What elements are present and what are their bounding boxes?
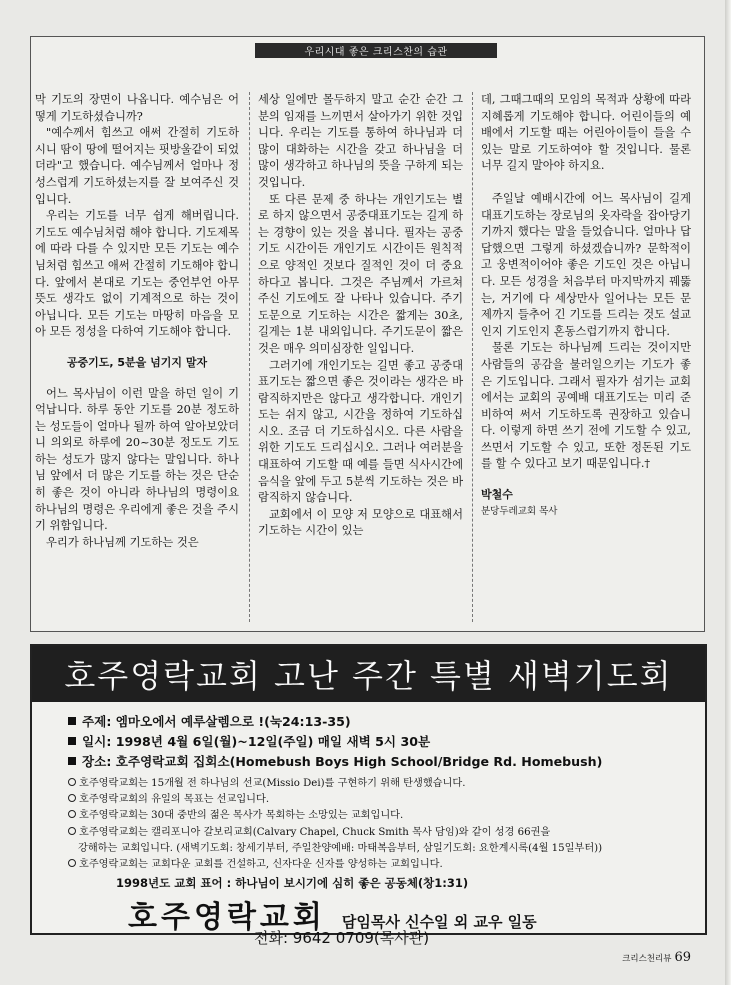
paragraph: 물론 기도는 하나님께 드리는 것이지만 사람들의 공감을 불러일으키는 기도가 좋은 기도입니다. 그래서 필자가 섬기는 교회에서는 교회의 공예배 대표기도는 미리 준비하여 써서 기도하도록 권장하고 있습니다. 이렇게 하면 쓰기 전에 기도할 수 있고, 쓰면서 기도할 수 있고, 또한 정돈된 기도를 할 수 있다고 보기 때문입니다.† <box>481 341 691 471</box>
ad-title: 호주영락교회 고난 주간 특별 새벽기도회 <box>32 646 705 702</box>
circle-bullet-icon <box>68 794 76 802</box>
paragraph: 주일날 예배시간에 어느 목사님이 길게 대표기도하는 장로님의 옷자락을 잡아당기기까지 했다는 말을 들었습니다. 얼마나 답답했으면 그렇게 하셨겠습니까? 문학적이고 웅변적이어야 좋은 기도인 것은 아닙니다. 모든 성경을 처음부터 마지막까지 꿰뚫는, 거기에 다 세상만사 일어나는 모든 문제까지 들추어 긴 기도를 드리는 것도 설교인지 기도인지 혼동스럽기까지 합니다. <box>481 191 691 338</box>
circle-bullet-icon <box>68 778 76 786</box>
author-role: 분당두레교회 목사 <box>481 505 558 517</box>
paragraph: 우리가 하나님께 기도하는 것은 <box>46 535 199 549</box>
square-bullet-icon <box>68 737 76 745</box>
article-column-3 <box>481 92 691 622</box>
square-bullet-icon <box>68 717 76 725</box>
info-item: 호주영락교회의 유일의 목표는 선교입니다. <box>68 792 698 808</box>
paragraph: 데, 그때그때의 모임의 목적과 상황에 따라 지혜롭게 기도해야 합니다. 어린이들의 예배에서 기도할 때는 어린아이들이 들을 수 있는 말로 기도하여야 할 것입니다. 물론 너무 길지 말아야 하지요. <box>481 93 691 173</box>
circle-bullet-icon <box>68 859 76 867</box>
circle-bullet-icon <box>68 827 76 835</box>
info-item: 호주영락교회는 캘리포니아 갈보리교회(Calvary Chapel, Chuck Smith 목사 담임)와 같이 성경 66권을 <box>68 825 698 841</box>
church-motto: 1998년도 교회 표어 : 하나님이 보시기에 심히 좋은 공동체(창1:31) <box>116 876 469 890</box>
paragraph: 교회에서 이 모양 저 모양으로 대표해서 기도하는 시간이 있는 <box>258 507 463 538</box>
magazine-name: 크리스천리뷰 <box>622 954 672 964</box>
article-column-1 <box>35 92 239 622</box>
column-divider <box>249 92 250 622</box>
info-item-continued: 강해하는 교회입니다. (새벽기도회: 창세기부터, 주일찬양예배: 마태복음부터, 삼일기도회: 요한계시록(4월 15일부터)) <box>78 842 603 854</box>
column-divider <box>472 92 473 622</box>
page-footer <box>622 950 691 965</box>
phone-number: 전화: 9642 0709(목사관) <box>254 929 430 947</box>
info-item: 호주영락교회는 교회다운 교회를 건설하고, 신자다운 신자를 양성하는 교회입니다. <box>68 857 698 873</box>
pastor-line: 담임목사 신수일 외 교우 일동 <box>341 913 537 931</box>
info-item: 호주영락교회는 15개월 전 하나님의 선교(Missio Dei)를 구현하기 위해 탄생했습니다. <box>68 776 698 792</box>
subheading: 공중기도, 5분을 넘기지 말자 <box>66 355 208 369</box>
paragraph: 우리는 기도를 너무 쉽게 해버립니다. 기도도 예수님처럼 해야 합니다. 기도제목에 따라 다를 수 있지만 모든 기도는 예수님처럼 힘쓰고 애써 간절히 기도해야 합니다. 앞에서 본대로 기도는 중언부언 아무 뜻도 생각도 없이 기계적으로 하는 것이 아닙니다. 모든 기도는 마땅히 마음을 모아 모든 정성을 다하여 기도해야 합니다. <box>35 209 239 339</box>
info-item: 호주영락교회는 30대 중반의 젊은 목사가 목회하는 소망있는 교회입니다. <box>68 808 698 824</box>
square-bullet-icon <box>68 757 76 765</box>
paragraph: 또 다른 문제 중 하나는 개인기도는 별로 하지 않으면서 공중대표기도는 길게 하는 경향이 있는 것을 봅니다. 필자는 공중기도 시간이든 개인기도 시간이든 원칙적으로 양적인 것보다 질적인 것이 더 중요하다고 봅니다. 그것은 주님께서 가르쳐 주신 기도에도 잘 나타나 있습니다. 주기도문으로 기도하는 시간은 짧게는 30초, 길게는 1분 내외입니다. 주기도문이 짧은 것은 매우 의미심장한 일입니다. <box>258 192 463 355</box>
church-name: 호주영락교회 <box>128 900 326 935</box>
paragraph: 어느 목사님이 이런 말을 하던 일이 기억납니다. 하루 동안 기도를 20분 정도하는 성도들이 얼마나 될까 하여 알아보았더니 의외로 하루에 20~30분 정도도 기도하는 성도가 많지 않다는 말입니다. 하나님 앞에서 더 많은 기도를 하는 것은 단순히 좋은 것이 아니라 하나님의 명령이요 하나님의 명령은 우리에게 좋은 것을 주시기 위함입니다. <box>35 386 239 533</box>
section-header: 우리시대 좋은 크리스찬의 습관 <box>255 43 497 58</box>
ad-place-line: 장소: 호주영락교회 집회소(Homebush Boys High School/Bridge Rd. Homebush) <box>68 752 688 772</box>
church-info-list <box>68 776 698 873</box>
page-edge <box>725 0 731 985</box>
author-byline <box>481 487 691 520</box>
paragraph: 세상 일에만 몰두하지 말고 순간 순간 그분의 임재를 느끼면서 살아가기 위한 것입니다. 우리는 기도를 통하여 하나님과 더 많이 대화하는 시간을 갖고 하나님을 더 많이 생각하고 하나님의 뜻을 구하게 되는 것입니다. <box>258 93 463 189</box>
circle-bullet-icon <box>68 810 76 818</box>
paragraph: 막 기도의 장면이 나옵니다. 예수님은 어떻게 기도하셨습니까? <box>35 93 239 123</box>
ad-theme-line: 주제: 엠마오에서 예루살렘으로 !(눅24:13-35) <box>68 712 688 732</box>
ad-date-line: 일시: 1998년 4월 6일(월)~12일(주일) 매일 새벽 5시 30분 <box>68 732 688 752</box>
author-name: 박철수 <box>481 488 513 502</box>
paragraph: 그러기에 개인기도는 길면 좋고 공중대표기도는 짧으면 좋은 것이라는 생각은 바람직하지만은 않다고 생각합니다. 개인기도는 쉬지 않고, 시간을 정하여 기도하십시오. 조금 더 기도하십시오. 다른 사람을 위한 기도도 드리십시오. 그러나 여러분을 대표하여 기도할 때 예를 들면 식사시간에 음식을 앞에 두고 5분씩 기도하는 것은 바람직하지 않습니다. <box>258 358 463 505</box>
page-number: 69 <box>674 950 691 965</box>
paragraph: "예수께서 힘쓰고 애써 간절히 기도하시니 땀이 땅에 떨어지는 핏방울같이 되었더라"고 했습니다. 예수님께서 얼마나 정성스럽게 기도하셨는지를 잘 보여주신 것입니다. <box>35 126 239 206</box>
ad-details <box>68 712 688 772</box>
church-advertisement <box>30 644 707 947</box>
article-column-2 <box>258 92 463 622</box>
